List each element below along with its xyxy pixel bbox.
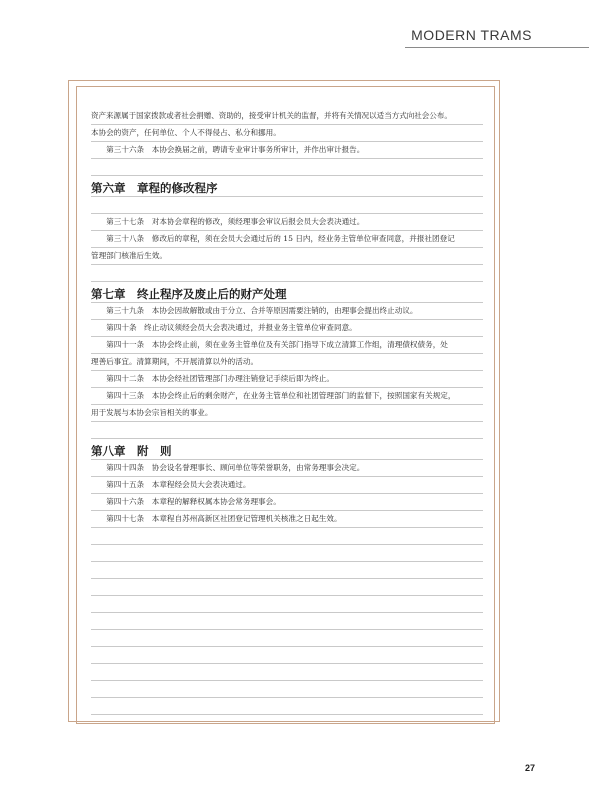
document-body (91, 108, 483, 715)
text-line: 第三十八条 修改后的章程，须在会员大会通过后的 15 日内，经业务主管单位审查同意，并报社团登记 (91, 231, 483, 248)
chapter-6-heading: 第六章 章程的修改程序 (91, 176, 483, 197)
text-line: 第三十六条 本协会换届之前，聘请专业审计事务所审计，并作出审计报告。 (91, 142, 483, 159)
text-line: 第三十七条 对本协会章程的修改，须经理事会审议后报会员大会表决通过。 (91, 214, 483, 231)
text-line: 第四十四条 协会设名誉理事长、顾问单位等荣誉职务，由常务理事会决定。 (91, 460, 483, 477)
blank-line (91, 265, 483, 282)
text-line: 第四十七条 本章程自苏州高新区社团登记管理机关核准之日起生效。 (91, 511, 483, 528)
blank-line (91, 528, 483, 545)
text-line: 第三十九条 本协会因故解散或由于分立、合并等原因需要注销的，由理事会提出终止动议。 (91, 303, 483, 320)
text-line: 用于发展与本协会宗旨相关的事业。 (91, 405, 483, 422)
header-rule (405, 47, 589, 48)
text-line: 本协会的资产，任何单位、个人不得侵占、私分和挪用。 (91, 125, 483, 142)
blank-line (91, 579, 483, 596)
page-number: 27 (525, 763, 536, 773)
blank-line (91, 647, 483, 664)
text-line: 第四十一条 本协会终止前，须在业务主管单位及有关部门指导下成立清算工作组，清理债权债务，处 (91, 337, 483, 354)
text-line: 第四十五条 本章程经会员大会表决通过。 (91, 477, 483, 494)
text-line: 理善后事宜。清算期间，不开展清算以外的活动。 (91, 354, 483, 371)
blank-line (91, 630, 483, 647)
chapter-8-heading: 第八章 附 则 (91, 439, 483, 460)
blank-line (91, 422, 483, 439)
chapter-7-heading: 第七章 终止程序及废止后的财产处理 (91, 282, 483, 303)
text-line: 第四十条 终止动议须经会员大会表决通过，并报业务主管单位审查同意。 (91, 320, 483, 337)
blank-line (91, 159, 483, 176)
blank-line (91, 664, 483, 681)
page-header-title: MODERN TRAMS (411, 27, 532, 43)
text-line: 第四十二条 本协会经社团管理部门办理注销登记手续后即为终止。 (91, 371, 483, 388)
text-line: 资产来源属于国家拨款或者社会捐赠、资助的，接受审计机关的监督，并将有关情况以适当方式向社会公布。 (91, 108, 483, 125)
blank-line (91, 613, 483, 630)
text-line: 管理部门核准后生效。 (91, 248, 483, 265)
blank-line (91, 562, 483, 579)
text-line: 第四十三条 本协会终止后的剩余财产，在业务主管单位和社团管理部门的监督下，按照国家有关规定， (91, 388, 483, 405)
blank-line (91, 596, 483, 613)
blank-line (91, 197, 483, 214)
blank-line (91, 698, 483, 715)
blank-line (91, 545, 483, 562)
blank-line (91, 681, 483, 698)
text-line: 第四十六条 本章程的解释权属本协会常务理事会。 (91, 494, 483, 511)
